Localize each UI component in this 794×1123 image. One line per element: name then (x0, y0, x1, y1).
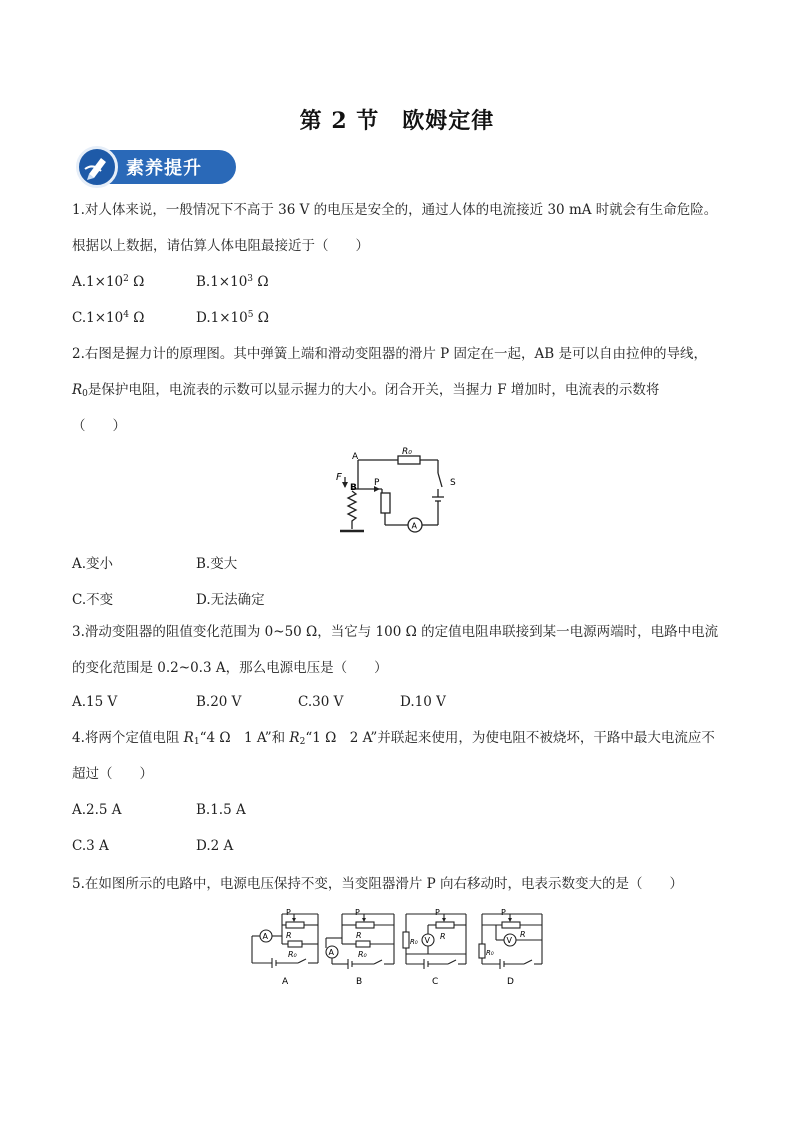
q4-option-d: D.2 A (196, 838, 234, 854)
q2-option-d: D.无法确定 (196, 592, 265, 608)
circuit-d-label-r: R (520, 930, 526, 939)
ammeter-icon: A (411, 521, 417, 531)
fig-label-b: B (350, 483, 357, 493)
q1-option-a: $A.1\times 10^2$ Ω (72, 274, 145, 290)
q2-option-b: B.变大 (196, 556, 238, 572)
section-banner (76, 146, 236, 188)
pencil-badge-icon (76, 146, 118, 188)
circuit-d-label-r0: R₀ (486, 949, 494, 957)
q4-option-b: B.1.5 A (196, 802, 246, 818)
q1-option-b: $B.1\times 10^3$ Ω (196, 274, 269, 290)
circuit-d-caption: D (507, 977, 514, 987)
circuit-c-label-r: R (440, 932, 446, 941)
grip-meter-circuit-diagram (330, 445, 470, 540)
circuit-d-label-p: P (501, 908, 506, 917)
circuit-b-ammeter-icon: A (328, 948, 334, 957)
circuit-a-label-p: P (286, 908, 291, 917)
circuit-a-caption: A (282, 977, 289, 987)
circuit-b-label-r: R (356, 931, 362, 940)
circuit-b-caption: B (356, 977, 363, 987)
circuit-c-diagram (400, 908, 472, 988)
circuit-a-label-r0: R₀ (288, 950, 297, 959)
q1-option-c: $C.1\times 10^4$ Ω (72, 310, 145, 326)
fig-label-s: S (450, 478, 456, 488)
q2-line1: 2.右图是握力计的原理图。其中弹簧上端和滑动变阻器的滑片 P 固定在一起，AB 是可以自由拉伸的导线， (72, 346, 708, 362)
circuit-c-caption: C (432, 977, 439, 987)
q2-option-c: C.不变 (72, 592, 114, 608)
circuit-a-label-r: R (286, 931, 292, 940)
q3-option-c: C.30 V (298, 694, 344, 710)
circuit-d-voltmeter-icon: V (506, 936, 512, 945)
circuit-a-diagram (248, 908, 322, 988)
q3-option-b: B.20 V (196, 694, 242, 710)
q3-line2: 的变化范围是 0.2~0.3 A，那么电源电压是（ ） (72, 660, 388, 676)
circuit-b-label-r0: R₀ (358, 950, 367, 959)
circuit-d-diagram (474, 908, 548, 988)
circuit-b-diagram (322, 908, 398, 988)
fig-label-r0: R₀ (402, 447, 412, 457)
q5-line1: 5.在如图所示的电路中，电源电压保持不变，当变阻器滑片 P 向右移动时，电表示数变大的是（ ） (72, 876, 684, 892)
circuit-c-label-r0: R₀ (410, 938, 418, 946)
q2-option-a: A.变小 (72, 556, 114, 572)
circuit-c-label-p: P (435, 908, 440, 917)
q4-line2: 超过（ ） (72, 766, 153, 782)
q4-line1: 4.将两个定值电阻 $R_1“4$ Ω 1 A”和 $R_2“1$ Ω 2 A”并联起来使用，为使电阻不被烧坏，干路中最大电流应不 (72, 730, 715, 747)
banner-label: 素养提升 (126, 158, 202, 179)
q1-option-d: $D.1\times 10^5$ Ω (196, 310, 269, 326)
page-title: 第 2 节 欧姆定律 (299, 108, 495, 134)
q2-line2: $R_0$是保护电阻，电流表的示数可以显示握力的大小。闭合开关，当握力 F 增加时，电流表的示数将 (72, 382, 660, 399)
circuit-c-voltmeter-icon: V (424, 936, 430, 945)
fig-label-f: F (336, 472, 342, 483)
q4-option-c: C.3 A (72, 838, 109, 854)
q3-option-d: D.10 V (400, 694, 446, 710)
q1-line2: 根据以上数据，请估算人体电阻最接近于（ ） (72, 238, 369, 254)
q3-option-a: A.15 V (72, 694, 118, 710)
fig-label-p: P (374, 478, 380, 488)
q2-line3: （ ） (72, 418, 126, 434)
q4-option-a: A.2.5 A (72, 802, 122, 818)
q1-line1: 1.对人体来说，一般情况下不高于 36 V 的电压是安全的，通过人体的电流接近 30 mA 时就会有生命危险。 (72, 202, 718, 218)
fig-label-a: A (352, 452, 359, 462)
q3-line1: 3.滑动变阻器的阻值变化范围为 0~50 Ω，当它与 100 Ω 的定值电阻串联接到某一电源两端时，电路中电流 (72, 624, 719, 640)
circuit-b-label-p: P (355, 908, 360, 917)
circuit-a-ammeter-icon: A (262, 932, 268, 941)
